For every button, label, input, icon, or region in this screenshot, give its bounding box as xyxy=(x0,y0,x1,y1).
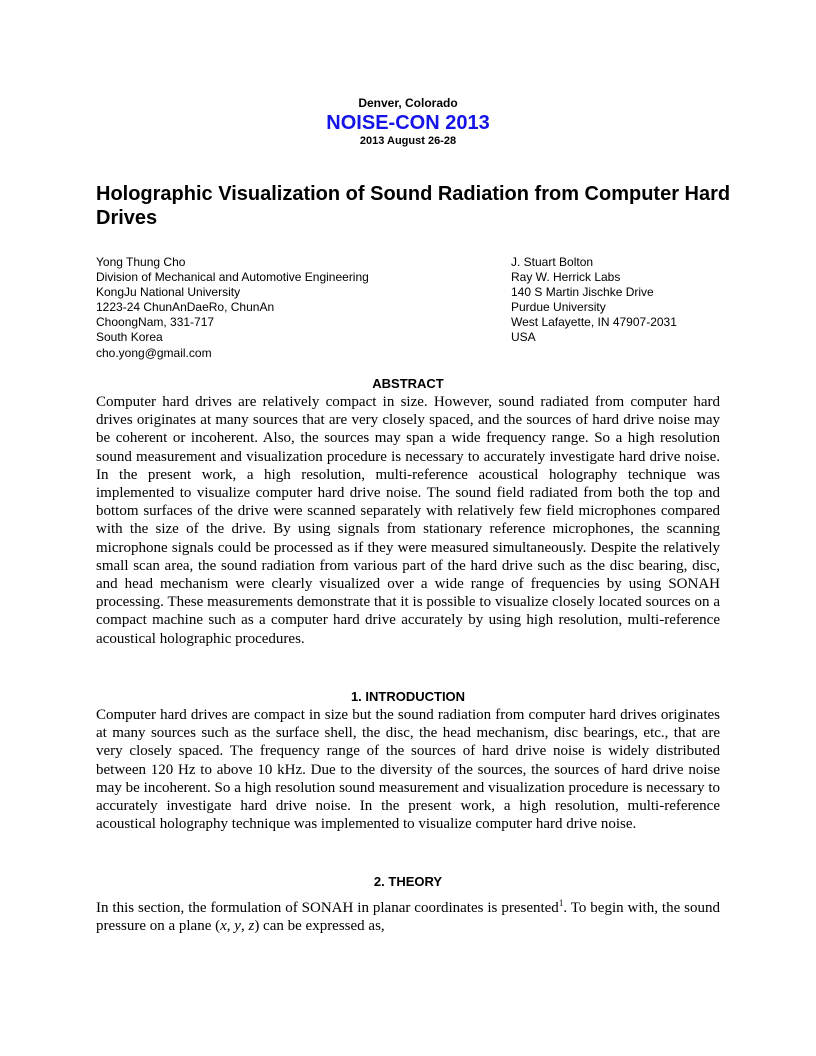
abstract-heading: ABSTRACT xyxy=(372,376,444,391)
author-2-street: 140 S Martin Jischke Drive xyxy=(511,285,654,300)
conference-name: NOISE-CON 2013 xyxy=(326,112,490,134)
author-1-department: Division of Mechanical and Automotive Engineering xyxy=(96,270,369,285)
comma-2: , xyxy=(240,918,249,935)
author-2-university: Purdue University xyxy=(511,300,606,315)
author-1-email: cho.yong@gmail.com xyxy=(96,345,212,360)
author-1-street: 1223-24 ChunAnDaeRo, ChunAn xyxy=(96,300,275,315)
author-block-2 xyxy=(511,255,677,346)
introduction-text: Computer hard drives are compact in size but the sound radiation from computer hard drives originates at many sources such as the surface shell, the disc, the head mechanism, disc bearings, etc., that are very closely spaced. The frequency range of the sources of hard drive noise is widely distributed between 120 Hz to above 10 kHz. Due to the diversity of the sources, the sources of hard drive noise may be incoherent. So a high resolution sound measurement and visualization procedure is necessary to accurately investigate hard drive noise. In the present work, a high resolution, multi-reference acoustical holography technique was implemented to visualize computer hard drive noise. xyxy=(96,707,720,833)
conference-location: Denver, Colorado xyxy=(358,96,458,110)
author-2-lab: Ray W. Herrick Labs xyxy=(511,270,621,285)
author-1-country: South Korea xyxy=(96,330,163,345)
conference-dates: 2013 August 26-28 xyxy=(359,135,457,147)
paper-title: Holographic Visualization of Sound Radiation from Computer Hard Drives xyxy=(96,183,731,229)
author-1-university: KongJu National University xyxy=(96,285,241,300)
theory-text-end: ) can be expressed as, xyxy=(254,918,385,935)
theory-text-mid: . To begin with, the sound pressure on a plane ( xyxy=(96,900,721,935)
author-2-city: West Lafayette, IN 47907-2031 xyxy=(511,315,677,330)
author-2-country: USA xyxy=(511,330,536,345)
theory-heading: 2. THEORY xyxy=(373,874,443,889)
author-2-name: J. Stuart Bolton xyxy=(511,255,594,269)
citation-ref: 1 xyxy=(558,898,564,908)
comma-1: , xyxy=(226,918,235,935)
author-1-name: Yong Thung Cho xyxy=(96,255,186,269)
var-z: z xyxy=(248,918,255,935)
theory-text xyxy=(96,899,720,935)
introduction-heading: 1. INTRODUCTION xyxy=(350,689,466,704)
author-1-city: ChoongNam, 331-717 xyxy=(96,315,215,330)
theory-text-start: In this section, the formulation of SONAH in planar coordinates is presented xyxy=(96,900,559,916)
abstract-text: Computer hard drives are relatively compact in size. However, sound radiated from computer hard drives originates at many sources that are very closely spaced, and the sources of hard drive noise may be coherent or incoherent. Also, the sources may span a wide frequency range. So a high resolution sound measurement and visualization procedure is necessary to accurately investigate hard drive noise. In the present work, a high resolution, multi-reference acoustical holography technique was implemented to visualize computer hard drive noise. The sound field radiated from both the top and bottom surfaces of the drive were scanned separately with relatively few field microphones compared with the size of the drive. By using signals from stationary reference microphones, the scanning microphone signals could be processed as if they were measured simultaneously. Despite the relatively small scan area, the sound radiation from various part of the hard drive such as the disc bearing, disc, and head mechanism were clearly visualized over a wide range of frequencies by using SONAH processing. These measurements demonstrate that it is possible to visualize closely located sources on a compact machine such as a computer hard drive accurately by using high resolution, multi-reference acoustical holographic procedures. xyxy=(96,394,720,647)
author-block-1 xyxy=(96,255,369,361)
var-y: y xyxy=(234,918,241,935)
var-x: x xyxy=(220,918,227,935)
